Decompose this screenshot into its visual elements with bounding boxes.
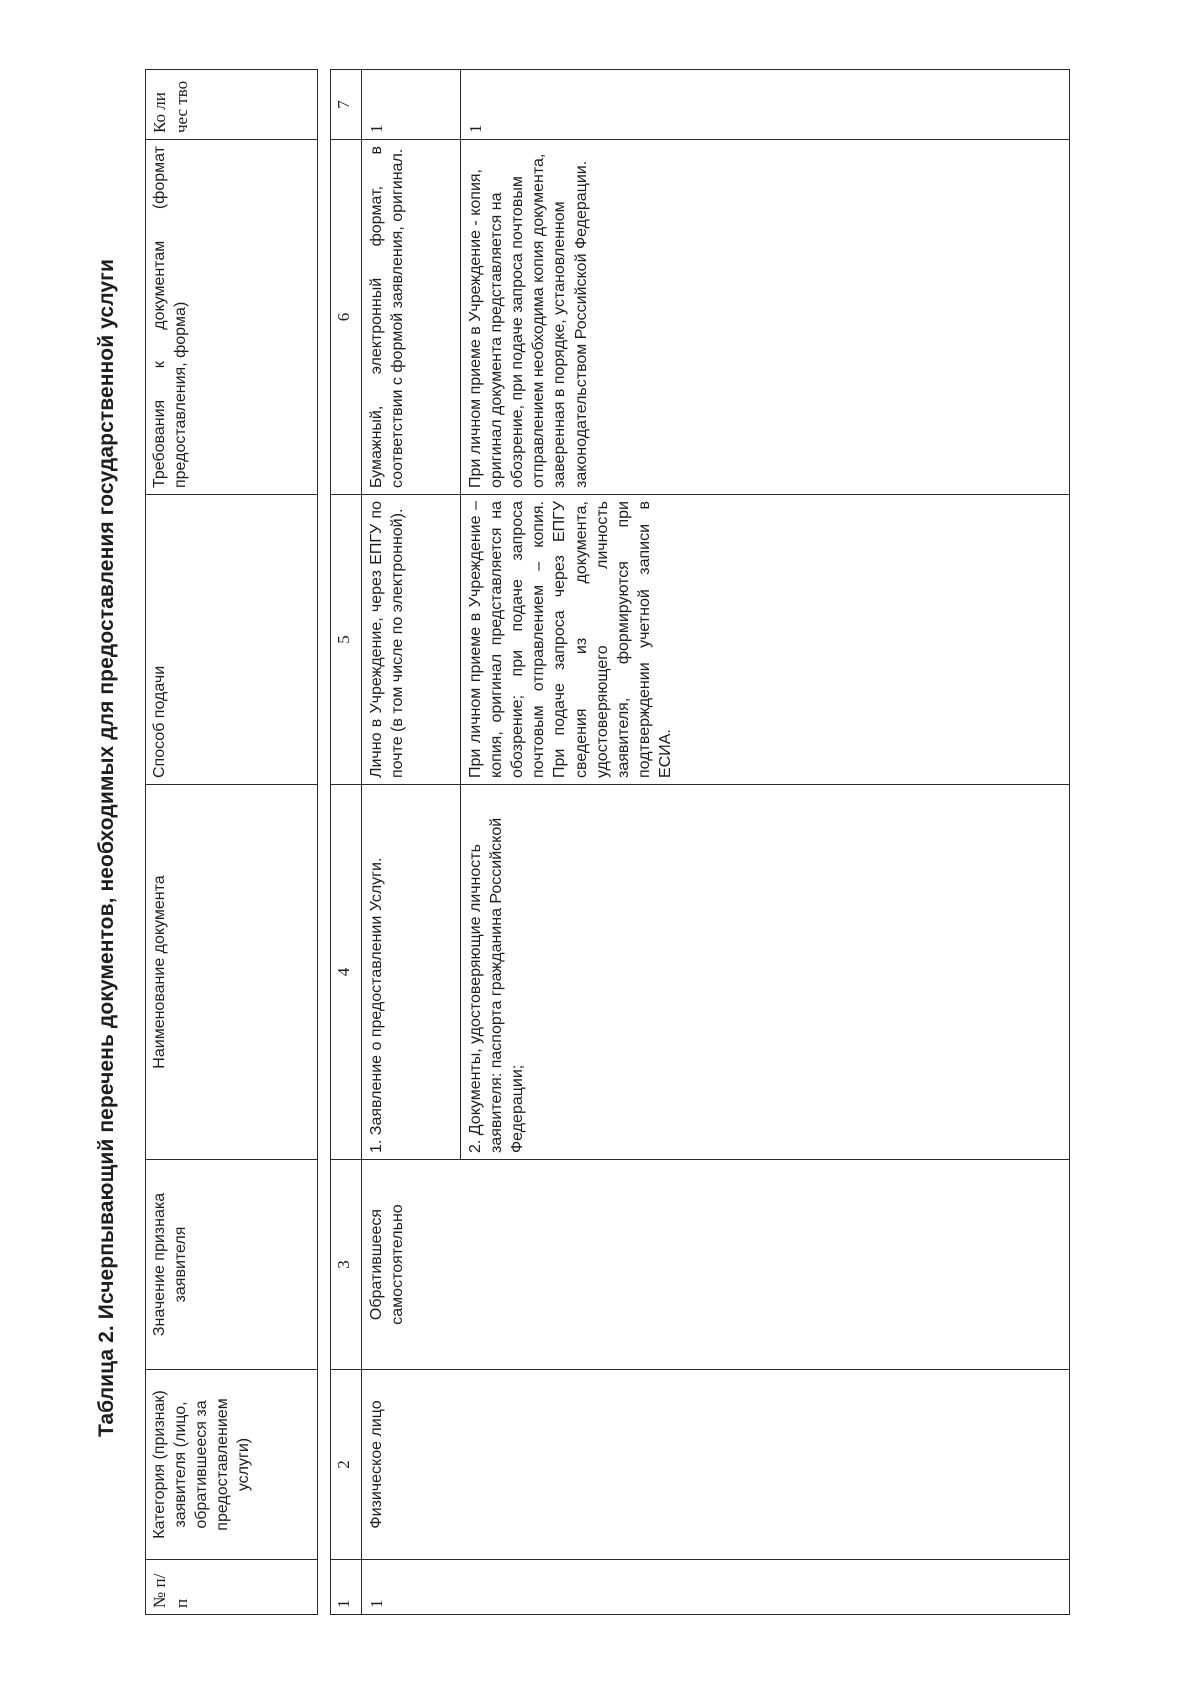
col-number-3: 3 — [331, 1160, 362, 1370]
doc-2-name: 2. Документы, удостоверяющие личность заявителя: паспорта гражданина Российской Федерации; — [461, 785, 1070, 1160]
row-value: Обратившееся самостоятельно — [362, 1160, 1070, 1370]
header-num: № п/п — [146, 1560, 318, 1615]
doc-2-method: При личном приеме в Учреждение – копия, оригинал представляется на обозрение; при подаче запроса почтовым отправлением – копия. При подаче запроса через ЕПГУ сведения из документа, удостоверяющего личность заявителя, формируются при подтверждении учетной записи в ЕСИА. — [461, 495, 1070, 785]
col-number-4: 4 — [331, 785, 362, 1160]
row-category: Физическое лицо — [362, 1370, 1070, 1560]
doc-1-requirements: Бумажный, электронный формат, в соответствии с формой заявления, оригинал. — [362, 140, 461, 495]
doc-2-requirements: При личном приеме в Учреждение - копия, оригинал документа представляется на обозрение, при подаче запроса почтовым отправлением необходима копия документа, заверенная в порядке, установленном законодательством Российской Федерации. — [461, 140, 1070, 495]
doc-1-qty: 1 — [362, 70, 461, 140]
data-table — [330, 69, 1070, 1615]
doc-1-method: Лично в Учреждение, через ЕПГУ по почте (в том числе по электронной). — [362, 495, 461, 785]
header-qty: Ко ли чес тво — [146, 70, 318, 140]
header-row — [146, 70, 318, 1615]
doc-1-name: 1. Заявление о предоставлении Услуги. — [362, 785, 461, 1160]
table-title: Таблица 2. Исчерпывающий перечень документов, необходимых для предоставления государственной услуги — [95, 258, 118, 1438]
col-number-1: 1 — [331, 1560, 362, 1615]
header-category: Категория (признак) заявителя (лицо, обратившееся за предоставлением услуги) — [146, 1370, 318, 1560]
table-row — [362, 70, 461, 1615]
header-requirements: Требования к документам (формат предоставления, форма) — [146, 140, 318, 495]
col-number-7: 7 — [331, 70, 362, 140]
header-method: Способ подачи — [146, 495, 318, 785]
header-value: Значение признака заявителя — [146, 1160, 318, 1370]
col-number-2: 2 — [331, 1370, 362, 1560]
rotated-page — [60, 53, 1140, 1643]
col-number-5: 5 — [331, 495, 362, 785]
header-table — [145, 69, 318, 1615]
col-number-6: 6 — [331, 140, 362, 495]
row-num: 1 — [362, 1560, 1070, 1615]
header-doc-name: Наименование документа — [146, 785, 318, 1160]
doc-2-qty: 1 — [461, 70, 1070, 140]
column-numbers-row — [331, 70, 362, 1615]
